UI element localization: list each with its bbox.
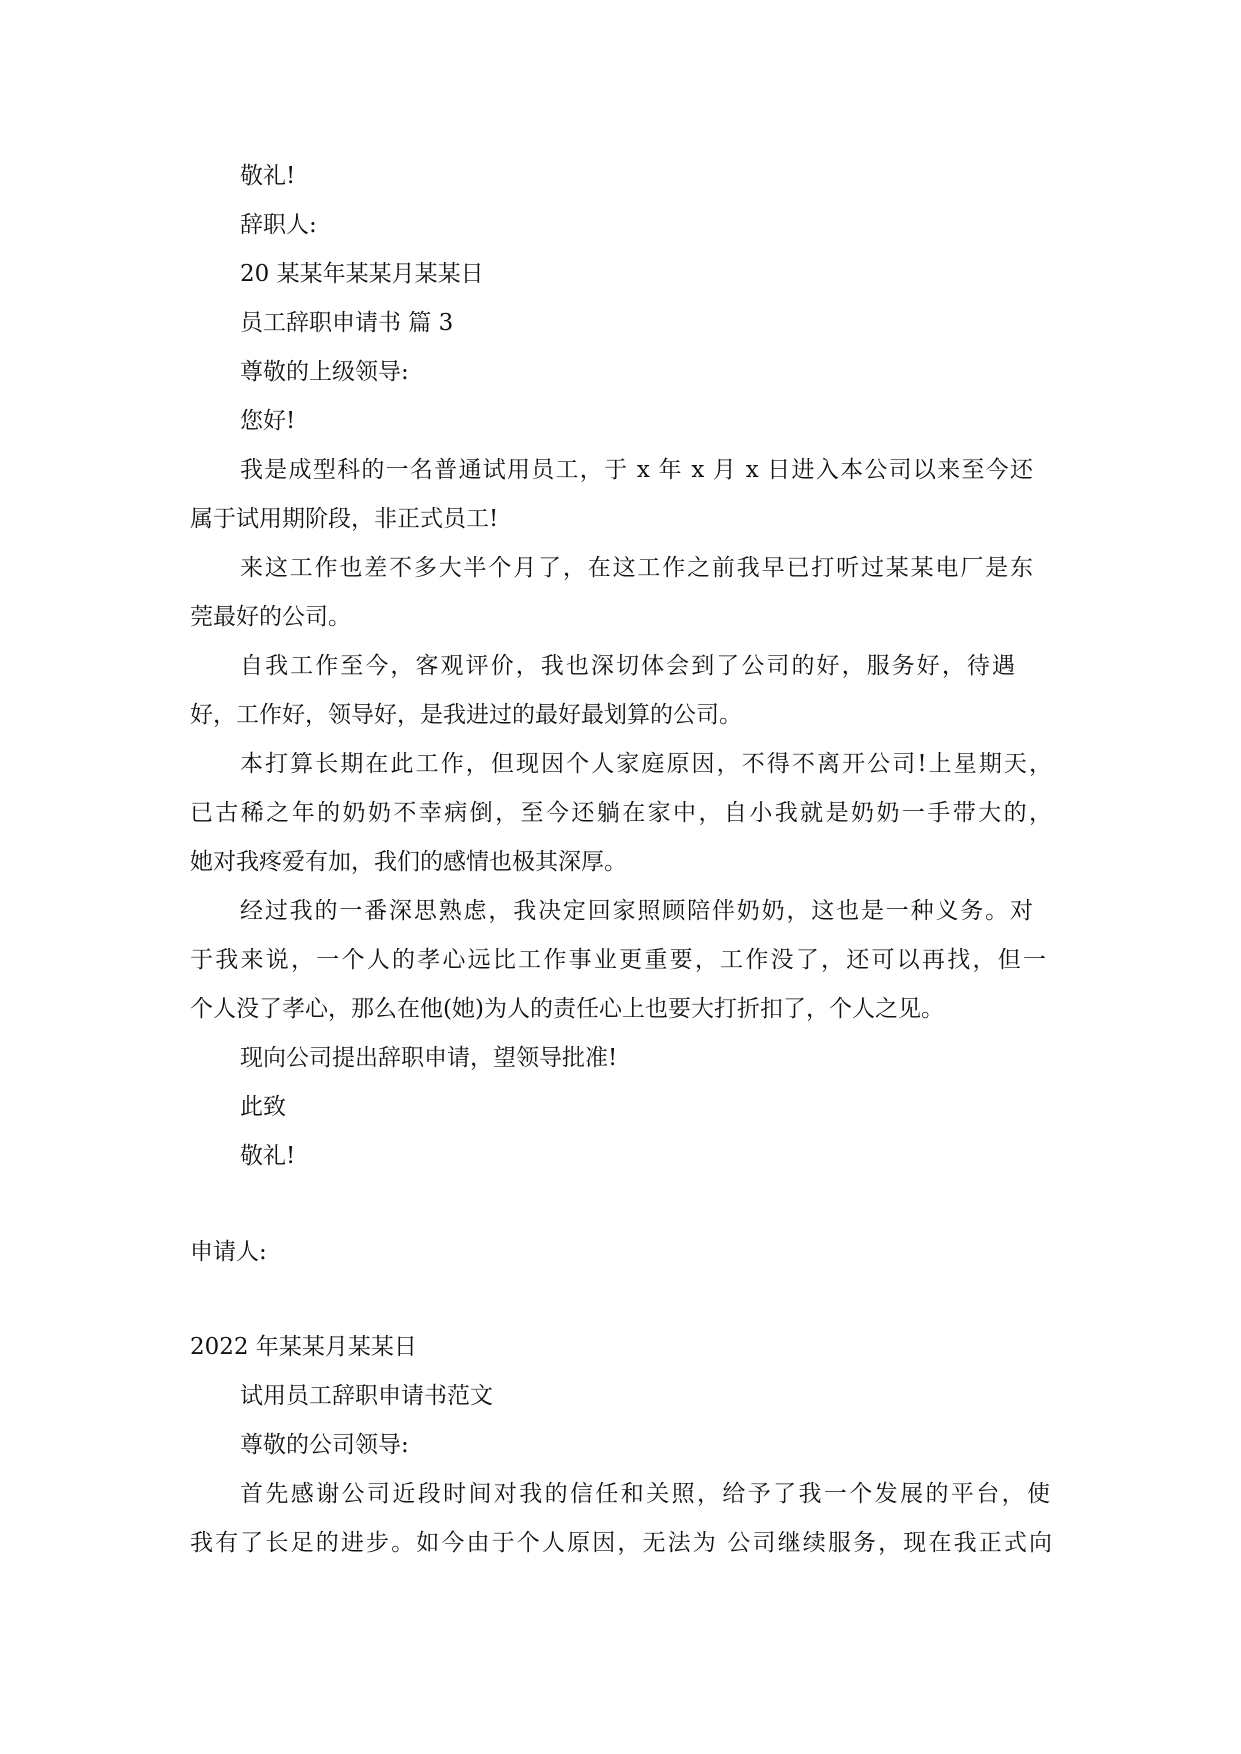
- section-heading: 试用员工辞职申请书范文: [240, 1383, 493, 1409]
- paragraph-line: 已古稀之年的奶奶不幸病倒，至今还躺在家中，自小我就是奶奶一手带大的，: [190, 800, 1052, 826]
- paragraph-line: 于我来说，一个人的孝心远比工作事业更重要，工作没了，还可以再找，但一: [190, 947, 1046, 973]
- paragraph-line: 经过我的一番深思熟虑，我决定回家照顾陪伴奶奶，这也是一种义务。对: [240, 898, 1033, 924]
- greeting-line: 尊敬的公司领导:: [240, 1432, 409, 1458]
- paragraph-line: 本打算长期在此工作，但现因个人家庭原因，不得不离开公司!上星期天，: [240, 751, 1052, 777]
- paragraph-line: 好，工作好，领导好，是我进过的最好最划算的公司。: [190, 702, 742, 728]
- paragraph-line: 现向公司提出辞职申请，望领导批准!: [240, 1045, 618, 1071]
- paragraph-line: 来这工作也差不多大半个月了，在这工作之前我早已打听过某某电厂是东: [240, 555, 1033, 581]
- resigner-label: 辞职人:: [240, 212, 317, 238]
- paragraph-line: 莞最好的公司。: [190, 604, 351, 630]
- applicant-label: 申请人:: [190, 1239, 267, 1265]
- date-line: 2022 年某某月某某日: [190, 1334, 417, 1360]
- hello-line: 您好!: [240, 408, 296, 434]
- closing-salutation: 敬礼!: [240, 163, 296, 189]
- paragraph-line: 自我工作至今，客观评价，我也深切体会到了公司的好，服务好，待遇: [240, 653, 1015, 679]
- date-line: 20 某某年某某月某某日: [240, 261, 484, 287]
- paragraph-line: 她对我疼爱有加，我们的感情也极其深厚。: [190, 849, 627, 875]
- paragraph-line: 首先感谢公司近段时间对我的信任和关照，给予了我一个发展的平台，使: [240, 1481, 1050, 1507]
- paragraph-line: 我有了长足的进步。如今由于个人原因，无法为 公司继续服务，现在我正式向: [190, 1530, 1052, 1556]
- paragraph-line: 属于试用期阶段，非正式员工!: [190, 506, 499, 532]
- paragraph-line: 我是成型科的一名普通试用员工，于 x 年 x 月 x 日进入本公司以来至今还: [240, 457, 1033, 483]
- greeting-line: 尊敬的上级领导:: [240, 359, 409, 385]
- paragraph-line: 个人没了孝心，那么在他(她)为人的责任心上也要大打折扣了，个人之见。: [190, 996, 944, 1022]
- section-heading: 员工辞职申请书 篇 3: [240, 310, 454, 336]
- closing-line: 此致: [240, 1094, 286, 1120]
- closing-salutation: 敬礼!: [240, 1143, 296, 1169]
